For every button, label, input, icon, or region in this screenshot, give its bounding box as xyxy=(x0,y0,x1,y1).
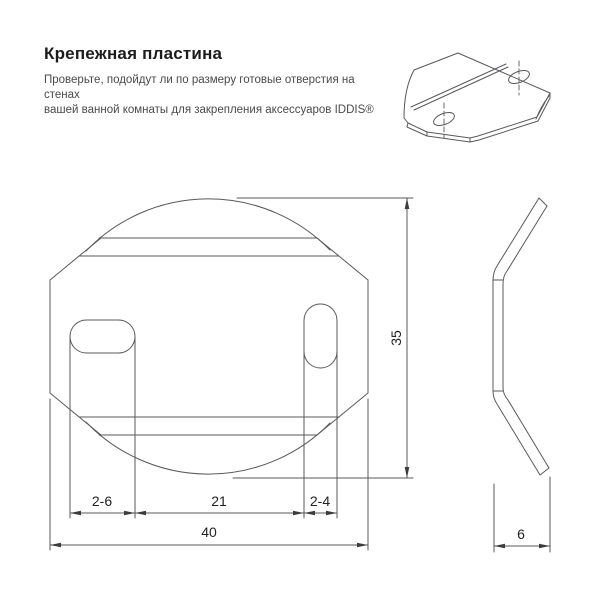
dim-height-label: 35 xyxy=(388,330,404,346)
dim-left-slot-label: 2-6 xyxy=(91,493,113,509)
dim-width-label: 40 xyxy=(201,524,217,540)
dim-depth-label: 6 xyxy=(517,526,525,542)
description-line-2: вашей ванной комнаты для закрепления аксессуаров IDDIS® xyxy=(44,104,374,116)
left-slot-hole xyxy=(70,320,135,353)
plate-outline xyxy=(50,199,368,474)
isometric-view-drawing xyxy=(404,53,550,142)
right-slot-hole xyxy=(304,304,337,368)
front-view-drawing xyxy=(50,199,368,474)
top-arc-edge xyxy=(86,199,330,251)
description-line-1: Проверьте, подойдут ли по размеру готовые отверстия на стенах xyxy=(44,74,355,101)
fold-lines xyxy=(79,238,339,435)
page-title: Крепежная пластина xyxy=(44,44,223,63)
bottom-arc-edge xyxy=(86,422,330,474)
dim-slot-spacing-label: 21 xyxy=(211,493,227,509)
dim-right-slot-label: 2-4 xyxy=(309,493,331,509)
side-view-drawing xyxy=(493,198,550,552)
